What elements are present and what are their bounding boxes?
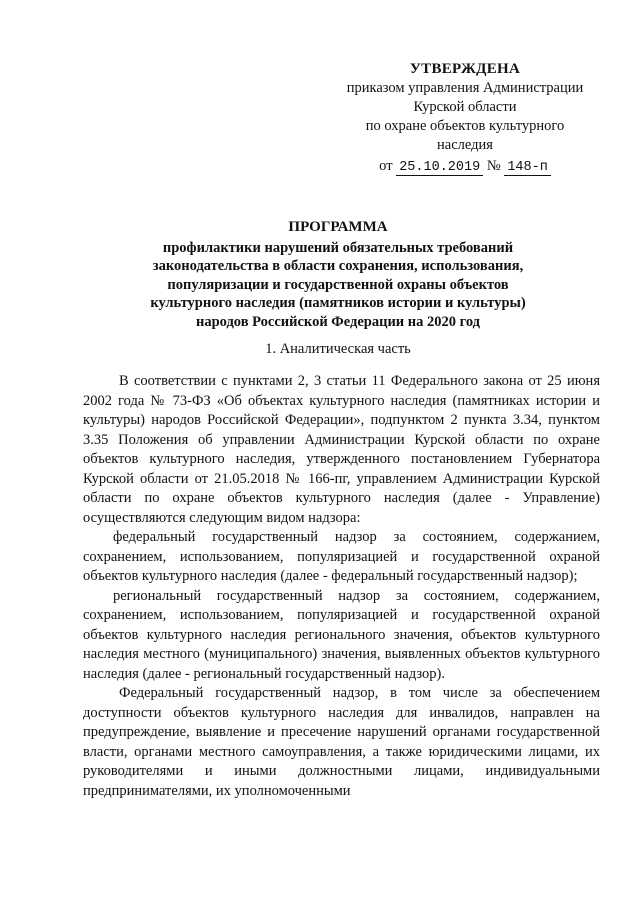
order-number: 148-п (504, 160, 551, 176)
number-prefix: № (486, 158, 501, 174)
program-subtitle-line: профилактики нарушений обязательных требований (162, 239, 514, 256)
date-prefix: от (379, 158, 393, 174)
approval-stamp: УТВЕРЖДЕНА (409, 61, 521, 77)
body-paragraph: региональный государственный надзор за состоянием, содержанием, сохранением, использованием, популяризацией и государственной охраной объектов культурного наследия регионального значения, объектов культурного наследия местного (муниципального) значения, выявленных объектов культурного наследия (далее - региональный государственный надзор). (83, 587, 600, 682)
approval-line: Курской области (413, 99, 517, 115)
section-heading: 1. Аналитическая часть (265, 341, 411, 357)
body-paragraph: В соответствии с пунктами 2, 3 статьи 11 Федерального закона от 25 июня 2002 года № 73-ФЗ «Об объектах культурного наследия (памятниках истории и культуры) народов Российской Федерации», подпунктом 2 пункта 3.34, пунктом 3.35 Положения об управлении Администрации Курской области по охране объектов культурного наследия, утвержденного постановлением Губернатора Курской области от 21.05.2018 № 166-пг, управлением Администрации Курской области по охране объектов культурного наследия (далее - Управление) осуществляются следующим видом надзора: (83, 373, 600, 526)
program-title-block (60, 218, 616, 331)
program-subtitle-line: культурного наследия (памятников истории и культуры) (150, 295, 526, 311)
program-subtitle-line: народов Российской Федерации на 2020 год (195, 313, 481, 330)
document-body (83, 372, 600, 801)
program-subtitle-line: популяризации и государственной охраны объектов (167, 276, 509, 293)
program-title: ПРОГРАММА (288, 219, 388, 235)
approval-dateline (330, 157, 600, 177)
approval-block (330, 60, 600, 177)
body-paragraph: федеральный государственный надзор за состоянием, содержанием, сохранением, использованием, популяризацией и государственной охраной объектов культурного наследия (далее - федеральный государственный надзор); (83, 529, 600, 584)
approval-line: наследия (437, 137, 493, 153)
program-subtitle-line: законодательства в области сохранения, использования, (152, 258, 524, 274)
body-paragraph: Федеральный государственный надзор, в том числе за обеспечением доступности объектов культурного наследия для инвалидов, направлен на предупреждение, выявление и пресечение нарушений органами государственной власти, органами местного самоуправления, а также юридическими лицами, их руководителями и иными должностными лицами, индивидуальными предпринимателями, их уполномоченными (83, 685, 600, 799)
approval-line: по охране объектов культурного (365, 118, 565, 134)
approval-line: приказом управления Администрации (346, 80, 584, 96)
order-date: 25.10.2019 (396, 160, 483, 176)
